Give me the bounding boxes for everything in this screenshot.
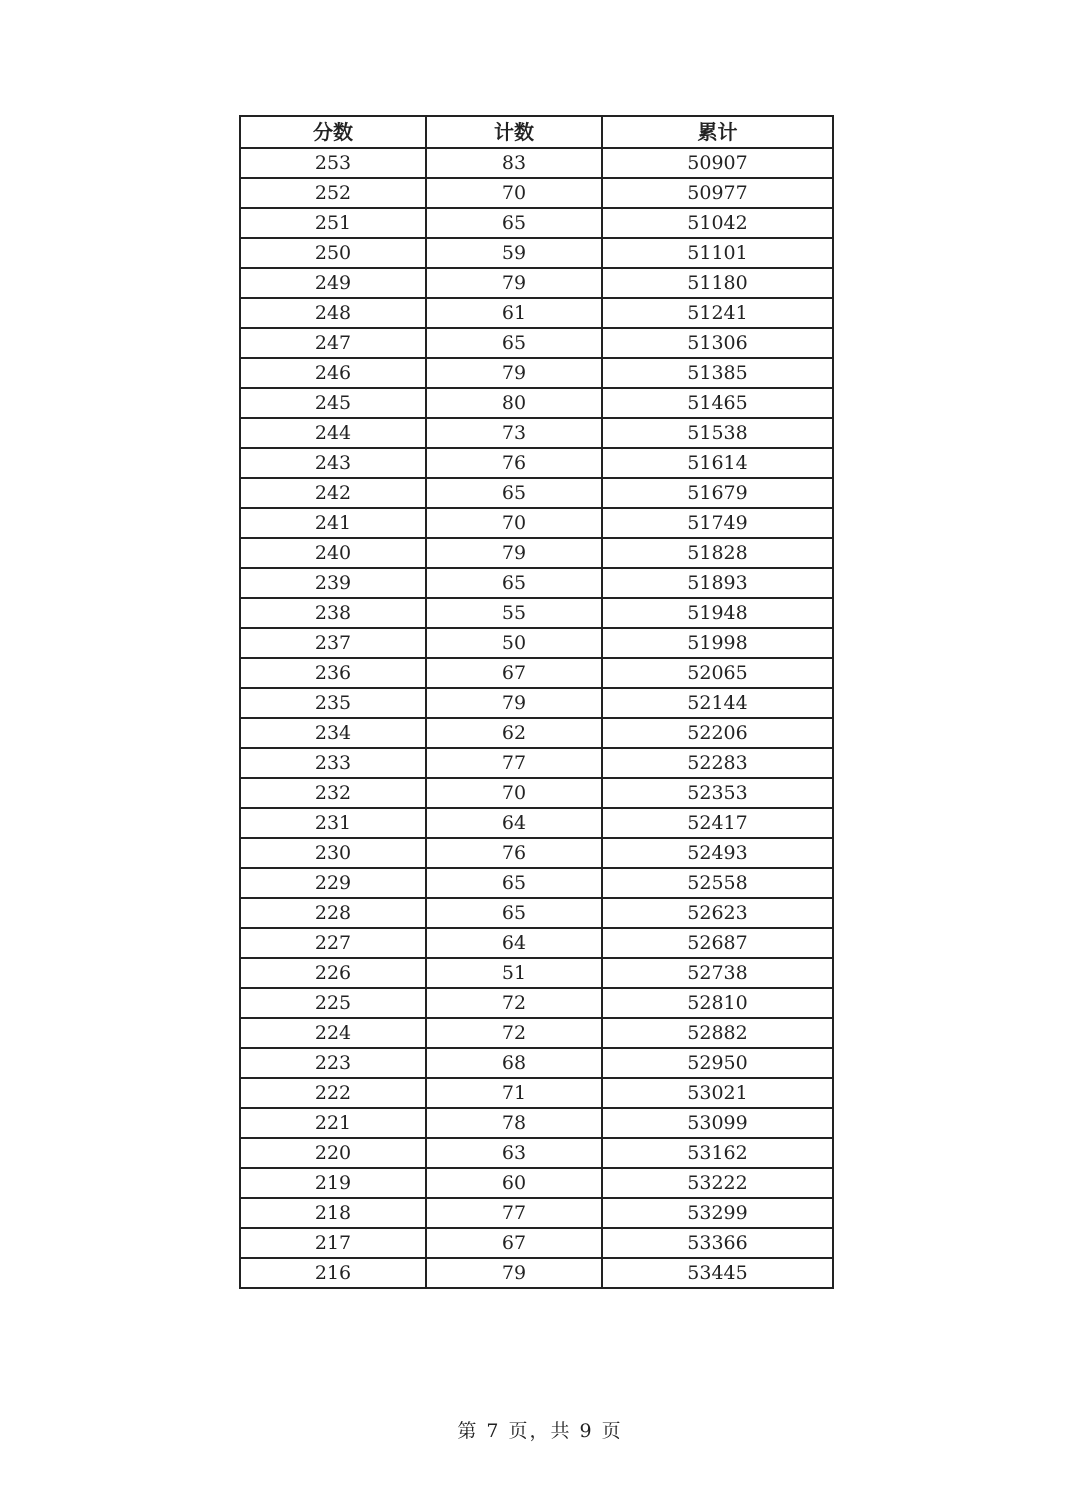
cumulative-cell: 53299	[602, 1198, 833, 1228]
count-cell: 61	[426, 298, 602, 328]
table-row	[240, 358, 833, 388]
table-row	[240, 328, 833, 358]
count-cell: 65	[426, 868, 602, 898]
cumulative-cell: 51749	[602, 508, 833, 538]
table-row	[240, 718, 833, 748]
table-row	[240, 538, 833, 568]
count-cell: 68	[426, 1048, 602, 1078]
cumulative-cell: 52882	[602, 1018, 833, 1048]
table-row	[240, 688, 833, 718]
table-row	[240, 418, 833, 448]
table-row	[240, 238, 833, 268]
cumulative-cell: 51306	[602, 328, 833, 358]
table-row	[240, 988, 833, 1018]
count-cell: 65	[426, 208, 602, 238]
cumulative-cell: 53445	[602, 1258, 833, 1288]
cumulative-cell: 52493	[602, 838, 833, 868]
cumulative-cell: 52810	[602, 988, 833, 1018]
cumulative-cell: 52144	[602, 688, 833, 718]
cumulative-cell: 53222	[602, 1168, 833, 1198]
table-row	[240, 598, 833, 628]
score-cell: 222	[240, 1078, 426, 1108]
cumulative-cell: 52417	[602, 808, 833, 838]
score-cell: 225	[240, 988, 426, 1018]
score-cell: 237	[240, 628, 426, 658]
count-cell: 79	[426, 1258, 602, 1288]
cumulative-cell: 52950	[602, 1048, 833, 1078]
score-cell: 242	[240, 478, 426, 508]
table-row	[240, 1168, 833, 1198]
count-cell: 60	[426, 1168, 602, 1198]
score-cell: 224	[240, 1018, 426, 1048]
table-row	[240, 778, 833, 808]
table-row	[240, 1048, 833, 1078]
table-body	[240, 148, 833, 1288]
table-row	[240, 478, 833, 508]
table-row	[240, 658, 833, 688]
score-cell: 243	[240, 448, 426, 478]
table-row	[240, 1018, 833, 1048]
column-header-count: 计数	[426, 116, 602, 148]
score-cell: 244	[240, 418, 426, 448]
count-cell: 65	[426, 478, 602, 508]
table-row	[240, 298, 833, 328]
cumulative-cell: 52558	[602, 868, 833, 898]
score-cell: 248	[240, 298, 426, 328]
table-header-row	[240, 116, 833, 148]
table-row	[240, 208, 833, 238]
count-cell: 80	[426, 388, 602, 418]
cumulative-cell: 51679	[602, 478, 833, 508]
cumulative-cell: 51465	[602, 388, 833, 418]
table-row	[240, 1198, 833, 1228]
table-row	[240, 1228, 833, 1258]
cumulative-cell: 52738	[602, 958, 833, 988]
count-cell: 65	[426, 568, 602, 598]
table-row	[240, 868, 833, 898]
score-cell: 230	[240, 838, 426, 868]
cumulative-cell: 52206	[602, 718, 833, 748]
table-row	[240, 178, 833, 208]
score-cell: 228	[240, 898, 426, 928]
score-cell: 235	[240, 688, 426, 718]
count-cell: 72	[426, 988, 602, 1018]
table-row	[240, 268, 833, 298]
cumulative-cell: 51893	[602, 568, 833, 598]
score-cell: 229	[240, 868, 426, 898]
score-cell: 239	[240, 568, 426, 598]
count-cell: 79	[426, 688, 602, 718]
table-row	[240, 928, 833, 958]
cumulative-cell: 52623	[602, 898, 833, 928]
count-cell: 51	[426, 958, 602, 988]
score-cell: 219	[240, 1168, 426, 1198]
cumulative-cell: 51180	[602, 268, 833, 298]
score-cell: 223	[240, 1048, 426, 1078]
score-cell: 231	[240, 808, 426, 838]
score-cell: 240	[240, 538, 426, 568]
count-cell: 70	[426, 778, 602, 808]
table-row	[240, 1138, 833, 1168]
count-cell: 79	[426, 268, 602, 298]
score-cell: 250	[240, 238, 426, 268]
count-cell: 76	[426, 838, 602, 868]
score-cell: 253	[240, 148, 426, 178]
count-cell: 79	[426, 358, 602, 388]
score-cell: 251	[240, 208, 426, 238]
column-header-score: 分数	[240, 116, 426, 148]
count-cell: 67	[426, 658, 602, 688]
cumulative-cell: 52687	[602, 928, 833, 958]
cumulative-cell: 53099	[602, 1108, 833, 1138]
table-row	[240, 808, 833, 838]
page-number-footer: 第 7 页，共 9 页	[457, 1420, 623, 1442]
cumulative-cell: 50977	[602, 178, 833, 208]
score-cell: 218	[240, 1198, 426, 1228]
count-cell: 77	[426, 1198, 602, 1228]
count-cell: 65	[426, 898, 602, 928]
score-cell: 226	[240, 958, 426, 988]
count-cell: 79	[426, 538, 602, 568]
score-cell: 246	[240, 358, 426, 388]
table-row	[240, 628, 833, 658]
table-row	[240, 838, 833, 868]
count-cell: 67	[426, 1228, 602, 1258]
count-cell: 64	[426, 808, 602, 838]
table-row	[240, 568, 833, 598]
table-row	[240, 388, 833, 418]
count-cell: 50	[426, 628, 602, 658]
count-cell: 55	[426, 598, 602, 628]
score-cell: 236	[240, 658, 426, 688]
score-cell: 241	[240, 508, 426, 538]
cumulative-cell: 51385	[602, 358, 833, 388]
score-cell: 249	[240, 268, 426, 298]
cumulative-cell: 51538	[602, 418, 833, 448]
cumulative-cell: 50907	[602, 148, 833, 178]
count-cell: 71	[426, 1078, 602, 1108]
table-row	[240, 1078, 833, 1108]
count-cell: 83	[426, 148, 602, 178]
score-cell: 233	[240, 748, 426, 778]
cumulative-cell: 51101	[602, 238, 833, 268]
score-cell: 221	[240, 1108, 426, 1138]
count-cell: 73	[426, 418, 602, 448]
score-cell: 220	[240, 1138, 426, 1168]
count-cell: 62	[426, 718, 602, 748]
score-cell: 252	[240, 178, 426, 208]
cumulative-cell: 53021	[602, 1078, 833, 1108]
cumulative-cell: 51614	[602, 448, 833, 478]
cumulative-cell: 53366	[602, 1228, 833, 1258]
count-cell: 76	[426, 448, 602, 478]
count-cell: 70	[426, 178, 602, 208]
count-cell: 77	[426, 748, 602, 778]
score-cell: 245	[240, 388, 426, 418]
table-row	[240, 748, 833, 778]
count-cell: 65	[426, 328, 602, 358]
table-row	[240, 508, 833, 538]
table-row	[240, 958, 833, 988]
table-row	[240, 148, 833, 178]
count-cell: 59	[426, 238, 602, 268]
cumulative-cell: 51948	[602, 598, 833, 628]
table-row	[240, 1108, 833, 1138]
cumulative-cell: 51828	[602, 538, 833, 568]
count-cell: 64	[426, 928, 602, 958]
cumulative-cell: 52353	[602, 778, 833, 808]
score-cell: 238	[240, 598, 426, 628]
cumulative-cell: 51042	[602, 208, 833, 238]
table-row	[240, 448, 833, 478]
score-cell: 232	[240, 778, 426, 808]
score-cell: 217	[240, 1228, 426, 1258]
score-cell: 216	[240, 1258, 426, 1288]
table-row	[240, 898, 833, 928]
count-cell: 72	[426, 1018, 602, 1048]
cumulative-cell: 51998	[602, 628, 833, 658]
cumulative-cell: 51241	[602, 298, 833, 328]
score-cell: 234	[240, 718, 426, 748]
cumulative-cell: 53162	[602, 1138, 833, 1168]
count-cell: 63	[426, 1138, 602, 1168]
score-distribution-table	[239, 115, 834, 1289]
cumulative-cell: 52065	[602, 658, 833, 688]
cumulative-cell: 52283	[602, 748, 833, 778]
score-cell: 227	[240, 928, 426, 958]
count-cell: 70	[426, 508, 602, 538]
count-cell: 78	[426, 1108, 602, 1138]
score-cell: 247	[240, 328, 426, 358]
table-row	[240, 1258, 833, 1288]
column-header-cumulative: 累计	[602, 116, 833, 148]
